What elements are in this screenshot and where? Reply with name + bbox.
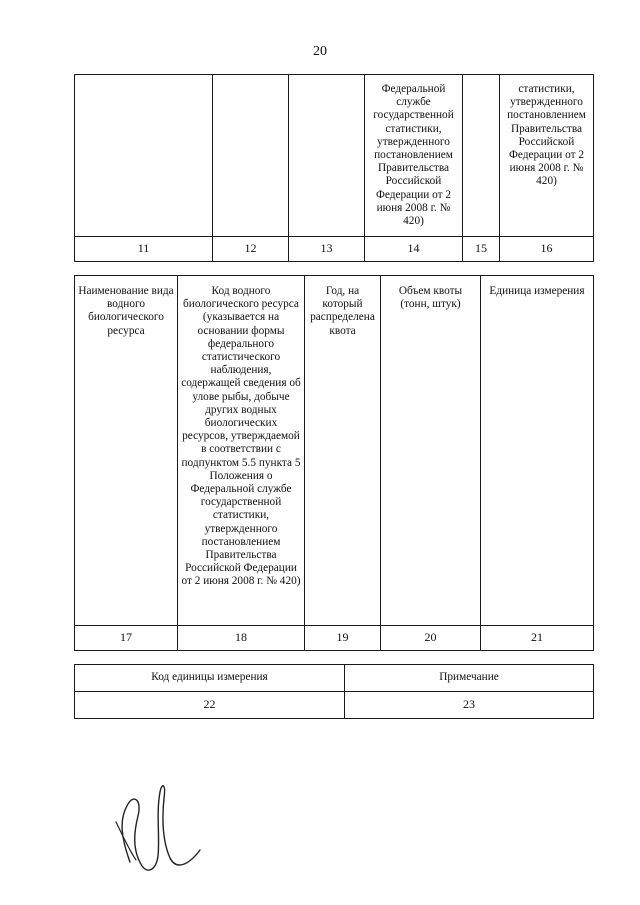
column-18-header (178, 276, 305, 626)
handwritten-signature (108, 770, 208, 880)
column-20-header-text: Объем квоты (тонн, штук) (398, 285, 463, 311)
column-number-13: 13 (289, 237, 365, 262)
column-23-header: Примечание (345, 665, 594, 692)
column-12-header (213, 75, 289, 237)
column-13-header (289, 75, 365, 237)
column-19-header-text: Год, на который распределена квота (310, 285, 375, 337)
page-number: 20 (313, 44, 327, 59)
column-number-20: 20 (381, 626, 481, 651)
column-number-23: 23 (345, 692, 594, 719)
column-21-header (481, 276, 594, 626)
form-table-columns-22-23 (74, 664, 594, 719)
column-number-12: 12 (213, 237, 289, 262)
column-number-16: 16 (500, 237, 594, 262)
column-22-header: Код единицы измерения (75, 665, 345, 692)
column-19-header (305, 276, 381, 626)
column-14-header-text: Федеральной службе государственной статистики, утвержденного постановлением Правительства Российской Федерации от 2 июня 2008 г. № 420) (373, 83, 454, 228)
column-number-15: 15 (463, 237, 500, 262)
column-11-header (75, 75, 213, 237)
form-table-columns-17-21 (74, 275, 594, 651)
column-15-header (463, 75, 500, 237)
column-18-header-text: Код водного биологического ресурса (указывается на основании формы федерального статистического наблюдения, содержащей сведения об улове рыбы, добыче других водных биологических ресурсов, утверждаемой в соответствии с подпунктом 5.5 пункта 5 Положения о Федеральной службе государственной статистики, утвержденного постановлением Правительства Российской Федерации от 2 июня 2008 г. № 420) (181, 285, 301, 588)
column-number-19: 19 (305, 626, 381, 651)
column-17-header-text: Наименование вида водного биологического ресурса (78, 285, 174, 337)
column-14-header (365, 75, 463, 237)
column-number-14: 14 (365, 237, 463, 262)
column-17-header (75, 276, 178, 626)
column-number-18: 18 (178, 626, 305, 651)
column-number-22: 22 (75, 692, 345, 719)
column-16-header (500, 75, 594, 237)
column-number-17: 17 (75, 626, 178, 651)
column-number-11: 11 (75, 237, 213, 262)
column-number-21: 21 (481, 626, 594, 651)
column-16-header-text: статистики, утвержденного постановлением Правительства Российской Федерации от 2 июня 2008 г. № 420) (507, 83, 586, 188)
column-21-header-text: Единица измерения (489, 285, 585, 297)
form-table-columns-11-16 (74, 74, 594, 262)
column-20-header (381, 276, 481, 626)
